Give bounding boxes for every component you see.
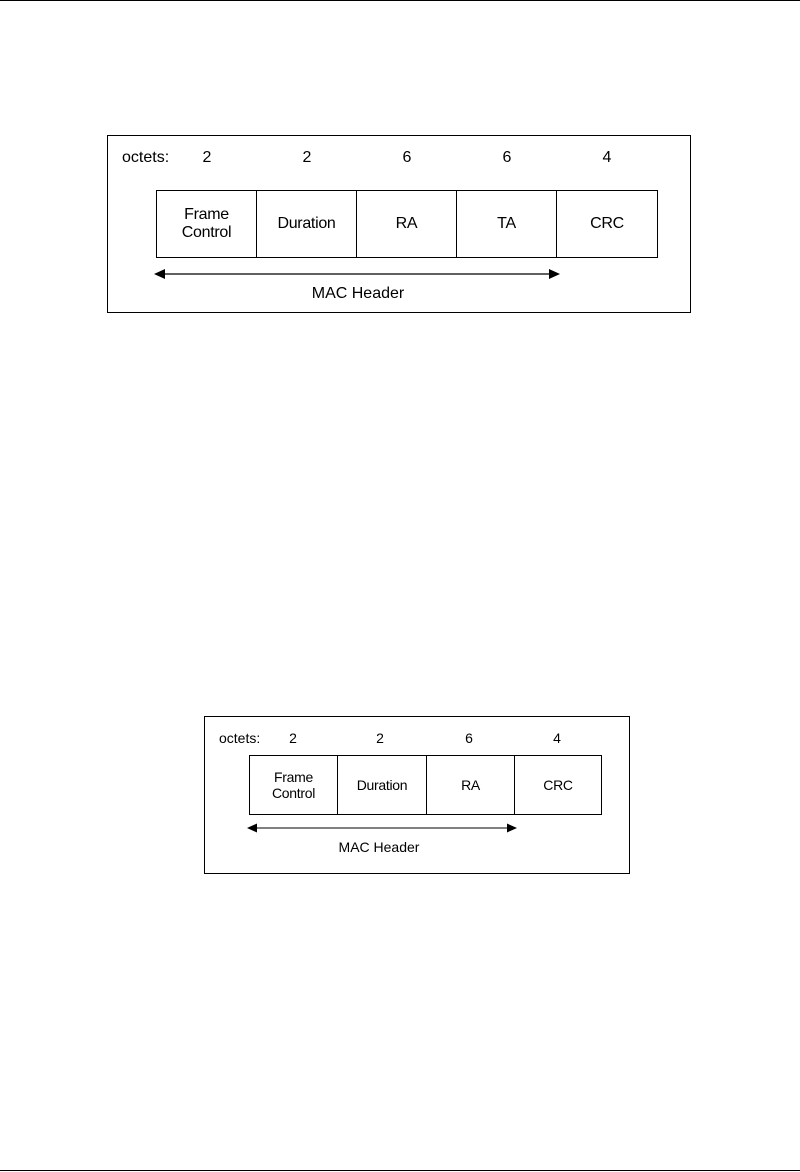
- field-label-line: Duration: [356, 776, 408, 793]
- octet-value: 2: [302, 149, 312, 166]
- field-duration: [338, 756, 427, 814]
- octet-value: 4: [553, 730, 561, 746]
- field-label-line: RA: [395, 214, 418, 232]
- field-label-line: CRC: [543, 776, 573, 793]
- field-crc: [557, 191, 657, 257]
- octet-value: 2: [289, 730, 297, 746]
- field-frame-control: [157, 191, 257, 257]
- top-rule: [0, 0, 800, 1]
- octet-value: 6: [402, 149, 412, 166]
- mac-header-label: MAC Header: [311, 285, 405, 302]
- field-label-line: CRC: [590, 214, 624, 232]
- octet-value: 2: [376, 730, 384, 746]
- frame-fields-row: [249, 755, 602, 815]
- bottom-rule: [0, 1170, 800, 1171]
- field-duration: [257, 191, 357, 257]
- field-frame-control: [250, 756, 338, 814]
- octets-label: octets:: [219, 730, 261, 746]
- field-ta: [457, 191, 557, 257]
- octet-value: 6: [465, 730, 473, 746]
- frame-format-figure-1: [107, 135, 691, 313]
- field-ra: [427, 756, 515, 814]
- octet-value: 2: [202, 149, 212, 166]
- mac-header-span-arrow: [247, 821, 517, 835]
- field-label-line: TA: [497, 214, 516, 232]
- octet-value: 6: [502, 149, 512, 166]
- field-label-line: Duration: [277, 214, 336, 232]
- octet-value: 4: [602, 149, 612, 166]
- octets-label: octets:: [122, 149, 170, 166]
- frame-format-figure-2: [204, 716, 630, 874]
- mac-header-span-arrow: [154, 266, 560, 282]
- field-label-line: Control: [271, 785, 316, 801]
- field-crc: [515, 756, 601, 814]
- field-label-line: Control: [181, 224, 232, 241]
- field-ra: [357, 191, 457, 257]
- mac-header-label: MAC Header: [338, 839, 420, 855]
- field-label-line: Frame: [274, 768, 313, 785]
- field-label-line: RA: [461, 776, 480, 793]
- field-label-line: Frame: [184, 205, 229, 223]
- frame-fields-row: [156, 190, 658, 258]
